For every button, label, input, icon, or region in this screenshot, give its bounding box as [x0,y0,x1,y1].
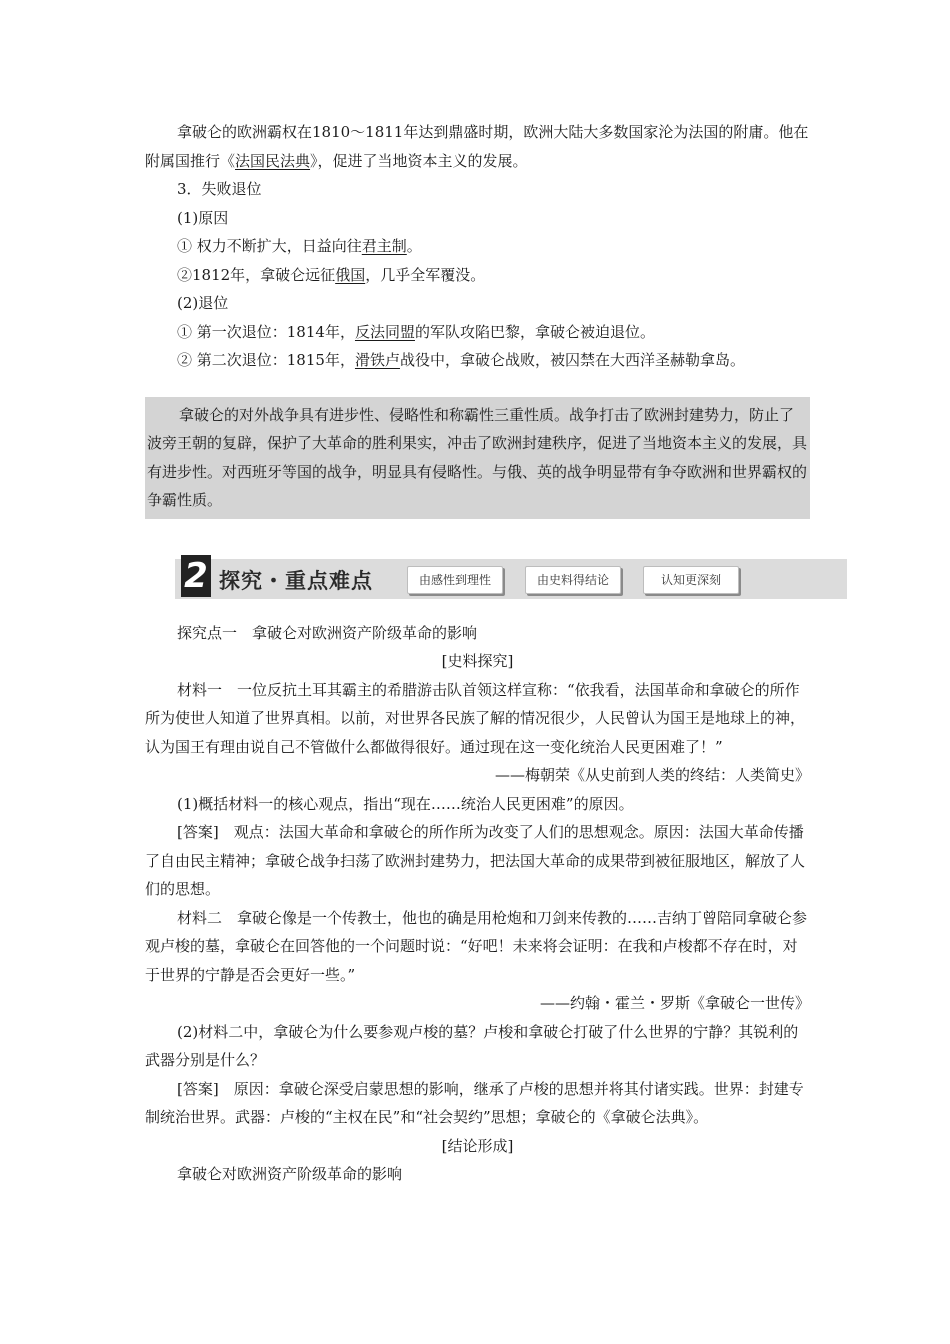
intro-paragraph: 拿破仑的欧洲霸权在1810～1811年达到鼎盛时期，欧洲大陆大多数国家沦为法国的附庸。他在附属国推行《法国民法典》，促进了当地资本主义的发展。 [145,123,809,170]
point-title: 探究点一 拿破仑对欧洲资产阶级革命的影响 [177,623,478,642]
note-text: 拿破仑的对外战争具有进步性、侵略性和称霸性三重性质。战争打击了欧洲封建势力，防止了波旁王朝的复辟，保护了大革命的胜利果实，冲击了欧洲封建秩序，促进了当地资本主义的发展，具有进步性。对西班牙等国的战争，明显具有侵略性。与俄、英的战争明显带有争夺欧洲和世界霸权的争霸性质。 [147,405,808,509]
history-label: [史料探究] [441,652,514,670]
pill-perceptual-to-rational: 由感性到理性 [407,566,503,594]
question-one: (1)概括材料一的核心观点，指出“现在……统治人民更困难”的原因。 [177,794,634,813]
keyword-civil-code: 法国民法典 [235,151,311,170]
note-box [145,397,810,519]
abdication-heading: (2)退位 [177,294,229,312]
abdication-item-1: ① 第一次退位：1814年，反法同盟的军队攻陷巴黎，拿破仑被迫退位。 [177,322,655,341]
conclusion-label: [结论形成] [441,1136,514,1155]
material-two-source: ——约翰・霍兰・罗斯《拿破仑一世传》 [539,994,810,1012]
abdication-item-2: ② 第二次退位：1815年，滑铁卢战役中，拿破仑战败，被囚禁在大西洋圣赫勒拿岛。 [177,351,745,369]
cause-item-2: ②1812年，拿破仑远征俄国，几乎全军覆没。 [177,265,486,284]
section-number-badge: 2 [181,555,211,597]
question-two: (2)材料二中，拿破仑为什么要参观卢梭的墓？卢梭和拿破仑打破了什么世界的宁静？其锐利的武器分别是什么？ [145,1022,799,1069]
material-one: 材料一 一位反抗土耳其霸主的希腊游击队首领这样宣称：“依我看，法国革命和拿破仑的所作所为使世人知道了世界真相。以前，对世界各民族了解的情况很少，人民曾认为国王是地球上的神，认为国王有理由说自己不管做什么都做得很好。通过现在这一变化统治人民更困难了！” [145,680,806,756]
material-one-source: ——梅朝荣《从史前到人类的终结：人类简史》 [494,766,810,784]
cause-heading: (1)原因 [177,208,229,227]
section-banner [175,555,847,599]
keyword-monarchy: 君主制 [361,237,407,255]
keyword-coalition: 反法同盟 [354,322,415,341]
pill-source-to-conclusion: 由史料得结论 [525,566,621,594]
keyword-waterloo: 滑铁卢 [354,351,400,369]
heading-defeat: 3．失败退位 [177,180,262,198]
pill-deeper-cognition: 认知更深刻 [643,566,739,594]
banner-title: 探究・重点难点 [219,568,373,593]
document-page [145,118,810,1189]
material-two: 材料二 拿破仑像是一个传教士，他也的确是用枪炮和刀剑来传教的……吉纳丁曾陪同拿破仑参观卢梭的墓，拿破仑在回答他的一个问题时说：“好吧！未来将会证明：在我和卢梭都不存在时，对于世界的宁静是否会更好一些。” [145,908,808,984]
cause-item-1: ① 权力不断扩大，日益向往君主制。 [177,237,422,255]
final-heading: 拿破仑对欧洲资产阶级革命的影响 [177,1165,403,1183]
keyword-russia: 俄国 [335,265,366,284]
answer-two: [答案] 原因：拿破仑深受启蒙思想的影响，继承了卢梭的思想并将其付诸实践。世界：封建专制统治世界。武器：卢梭的“主权在民”和“社会契约”思想；拿破仑的《拿破仑法典》。 [145,1079,804,1126]
answer-one: [答案] 观点：法国大革命和拿破仑的所作所为改变了人们的思想观念。原因：法国大革命传播了自由民主精神；拿破仑战争扫荡了欧洲封建势力，把法国大革命的成果带到被征服地区，解放了人们的思想。 [145,823,806,898]
